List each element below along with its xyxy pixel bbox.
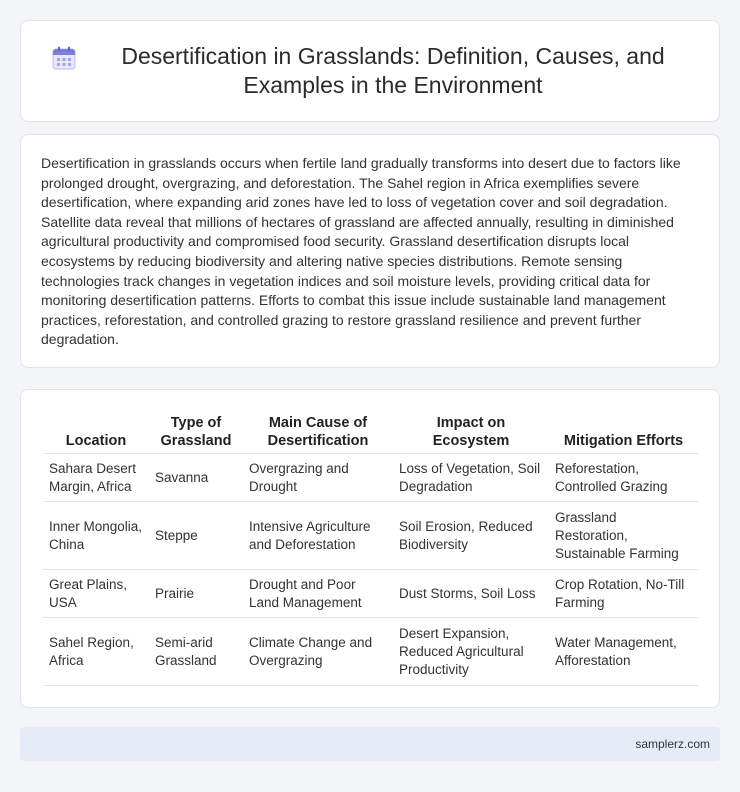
- table-header-row: [43, 408, 698, 454]
- cell-mitigation: Grassland Restoration, Sustainable Farming: [549, 502, 698, 570]
- page-title: Desertification in Grasslands: Definition, Causes, and Examples in the Environment: [121, 43, 665, 98]
- footer-bar: [20, 727, 720, 761]
- cell-grassland-type: Steppe: [149, 502, 243, 570]
- cell-grassland-type: Semi-arid Grassland: [149, 618, 243, 686]
- table-card: [20, 389, 720, 708]
- title-row: [51, 42, 689, 100]
- cell-impact: Soil Erosion, Reduced Biodiversity: [393, 502, 549, 570]
- cell-mitigation: Water Management, Afforestation: [549, 618, 698, 686]
- cell-mitigation: Reforestation, Controlled Grazing: [549, 454, 698, 502]
- cell-impact: Loss of Vegetation, Soil Degradation: [393, 454, 549, 502]
- table-row: [43, 454, 698, 502]
- calendar-icon: [51, 45, 77, 71]
- cell-location: Sahel Region, Africa: [43, 618, 149, 686]
- cell-location: Sahara Desert Margin, Africa: [43, 454, 149, 502]
- cell-main-cause: Overgrazing and Drought: [243, 454, 393, 502]
- title-card: [20, 20, 720, 122]
- header-main-cause: Main Cause of Desertification: [243, 408, 393, 454]
- cell-location: Inner Mongolia, China: [43, 502, 149, 570]
- cell-grassland-type: Savanna: [149, 454, 243, 502]
- summary-card: [20, 134, 720, 368]
- cell-main-cause: Intensive Agriculture and Deforestation: [243, 502, 393, 570]
- header-grassland-type: Type of Grassland: [149, 408, 243, 454]
- table-row: [43, 502, 698, 570]
- cell-location: Great Plains, USA: [43, 570, 149, 618]
- table-row: [43, 570, 698, 618]
- cell-impact: Desert Expansion, Reduced Agricultural Productivity: [393, 618, 549, 686]
- cell-main-cause: Drought and Poor Land Management: [243, 570, 393, 618]
- header-mitigation: Mitigation Efforts: [549, 408, 698, 454]
- cell-mitigation: Crop Rotation, No-Till Farming: [549, 570, 698, 618]
- cell-grassland-type: Prairie: [149, 570, 243, 618]
- cell-impact: Dust Storms, Soil Loss: [393, 570, 549, 618]
- data-table: [43, 408, 698, 686]
- header-location: Location: [43, 408, 149, 454]
- cell-main-cause: Climate Change and Overgrazing: [243, 618, 393, 686]
- summary-text: Desertification in grasslands occurs when fertile land gradually transforms into desert due to factors like prolonged drought, overgrazing, and deforestation. The Sahel region in Africa exemplifies severe desertification, where expanding arid zones have led to loss of vegetation cover and soil degradation. Satellite data reveal that millions of hectares of grassland are affected annually, resulting in diminished agricultural productivity and compromised food security. Grassland desertification disrupts local ecosystems by reducing biodiversity and altering native species distributions. Remote sensing technologies track changes in vegetation indices and soil moisture levels, providing critical data for monitoring desertification patterns. Efforts to combat this issue include sustainable land management practices, reforestation, and controlled grazing to restore grassland resilience and prevent further degradation.: [41, 155, 681, 348]
- table-row: [43, 618, 698, 686]
- footer-brand-link[interactable]: samplerz.com: [635, 737, 710, 751]
- header-impact: Impact on Ecosystem: [393, 408, 549, 454]
